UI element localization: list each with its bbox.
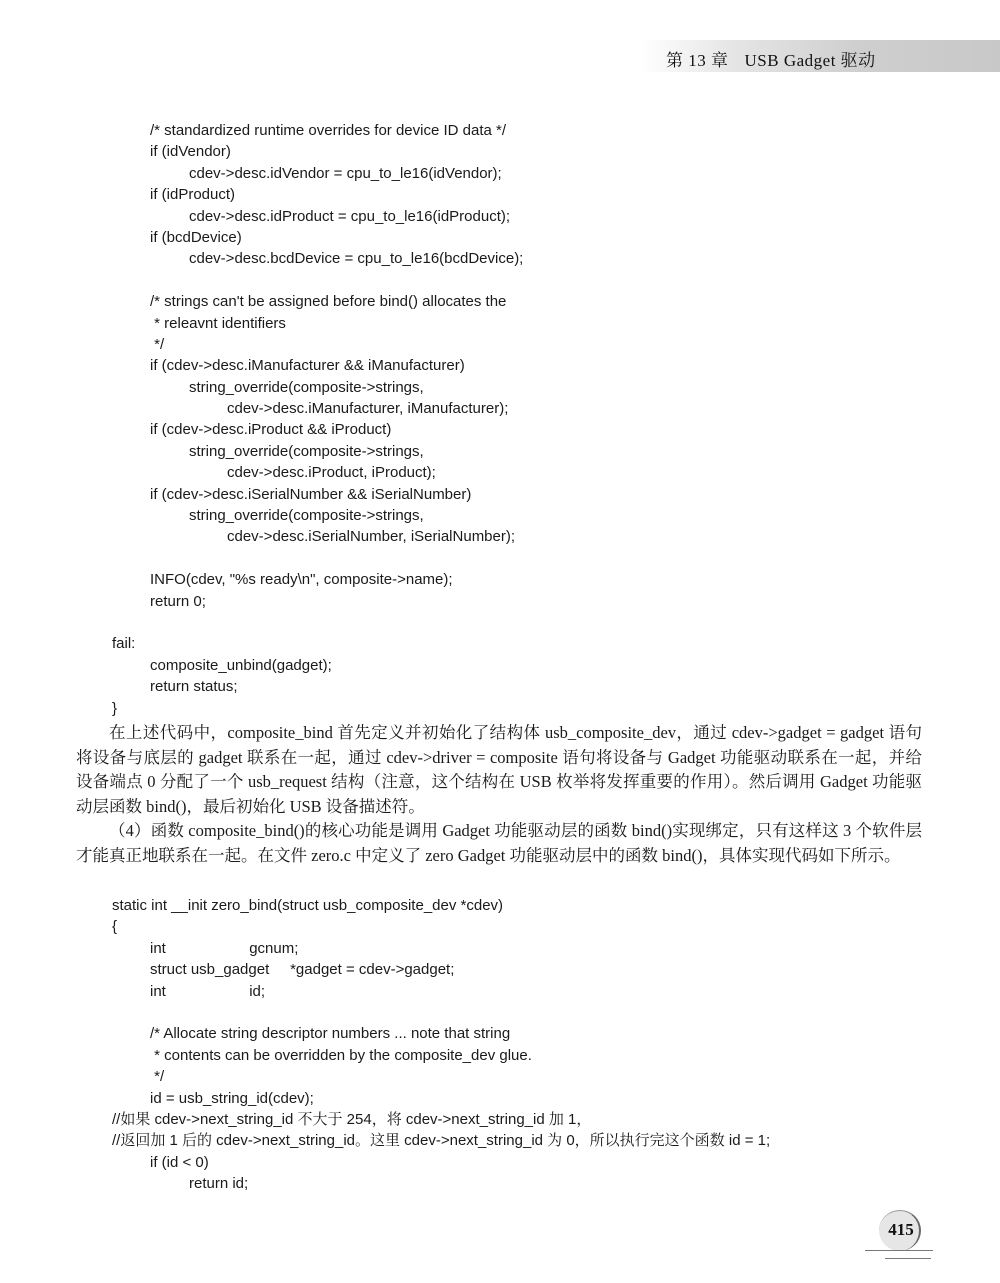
divider [885, 1258, 931, 1259]
page-number-badge [865, 1208, 945, 1268]
code-line: //返回加 1 后的 cdev->next_string_id。这里 cdev->next_string_id 为 0，所以执行完这个函数 id = 1; [112, 1132, 771, 1150]
code-line: cdev->desc.idProduct = cpu_to_le16(idProduct); [189, 207, 511, 225]
code-block-2 [0, 895, 770, 1194]
code-block-1 [0, 120, 523, 719]
code-line: if (cdev->desc.iManufacturer && iManufacturer) [150, 357, 465, 375]
code-line: cdev->desc.iProduct, iProduct); [227, 464, 436, 482]
code-line: * contents can be overridden by the composite_dev glue. [150, 1046, 532, 1064]
code-line: cdev->desc.iSerialNumber, iSerialNumber); [227, 528, 516, 546]
code-line: return 0; [150, 592, 206, 610]
code-line: int gcnum; [150, 939, 299, 957]
code-line: string_override(composite->strings, [189, 442, 424, 460]
code-line: if (idProduct) [150, 186, 236, 204]
paragraph-2 [76, 819, 922, 868]
chapter-header [666, 46, 876, 71]
paragraph-1 [76, 721, 922, 819]
chapter-number: 第 13 章 [666, 51, 729, 70]
code-line: if (idVendor) [150, 143, 231, 161]
code-line: INFO(cdev, "%s ready\n", composite->name); [150, 571, 453, 589]
code-line: int id; [150, 982, 266, 1000]
code-line: if (bcdDevice) [150, 228, 242, 246]
code-line: if (cdev->desc.iProduct && iProduct) [150, 421, 392, 439]
divider [865, 1250, 933, 1251]
code-line: if (cdev->desc.iSerialNumber && iSerialNumber) [150, 485, 472, 503]
code-line [0, 612, 523, 633]
code-line: return status; [150, 678, 238, 696]
code-line: return id; [189, 1175, 249, 1193]
code-line: /* standardized runtime overrides for device ID data */ [150, 122, 507, 139]
code-line: if (id < 0) [150, 1153, 209, 1171]
code-line: id = usb_string_id(cdev); [150, 1089, 314, 1107]
code-line: string_override(composite->strings, [189, 378, 424, 396]
code-line: struct usb_gadget *gadget = cdev->gadget; [150, 961, 455, 979]
code-line: /* strings can't be assigned before bind() allocates the [150, 293, 507, 311]
page-number: 415 [888, 1220, 914, 1239]
code-line: cdev->desc.idVendor = cpu_to_le16(idVendor); [189, 164, 502, 182]
code-line: string_override(composite->strings, [189, 507, 424, 525]
code-line: * releavnt identifiers [150, 314, 286, 332]
code-line: { [112, 918, 118, 936]
code-line: //如果 cdev->next_string_id 不大于 254，将 cdev->next_string_id 加 1， [112, 1110, 592, 1128]
code-line: fail: [112, 635, 136, 653]
code-line: /* Allocate string descriptor numbers ... note that string [150, 1025, 511, 1043]
paragraph-text: 在上述代码中，composite_bind 首先定义并初始化了结构体 usb_composite_dev，通过 cdev->gadget = gadget 语句将设备与底层的 gadget 联系在一起，通过 cdev->driver = composite 语句将设备与 Gadget 功能驱动联系在一起，并给设备端点 0 分配了一个 usb_request 结构（注意，这个结构在 USB 枚举将发挥重要的作用）。然后调用 Gadget 功能驱动层函数 bind()，最后初始化 USB 设备描述符。 [76, 723, 922, 816]
code-line [0, 270, 523, 291]
code-line: */ [150, 1068, 165, 1086]
code-line: composite_unbind(gadget); [150, 656, 332, 674]
code-line: */ [150, 335, 165, 353]
paragraph-text: （4）函数 composite_bind()的核心功能是调用 Gadget 功能驱动层的函数 bind()实现绑定，只有这样这 3 个软件层才能真正地联系在一起。在文件 zero.c 中定义了 zero Gadget 功能驱动层中的函数 bind()，具体实现代码如下所示。 [76, 821, 922, 865]
code-line [0, 548, 523, 569]
chapter-title: USB Gadget 驱动 [744, 51, 876, 70]
code-line: static int __init zero_bind(struct usb_composite_dev *cdev) [112, 897, 504, 914]
code-line: cdev->desc.iManufacturer, iManufacturer); [227, 400, 509, 418]
code-line: } [112, 699, 118, 717]
code-line [0, 1002, 770, 1023]
code-line: cdev->desc.bcdDevice = cpu_to_le16(bcdDevice); [189, 250, 524, 268]
